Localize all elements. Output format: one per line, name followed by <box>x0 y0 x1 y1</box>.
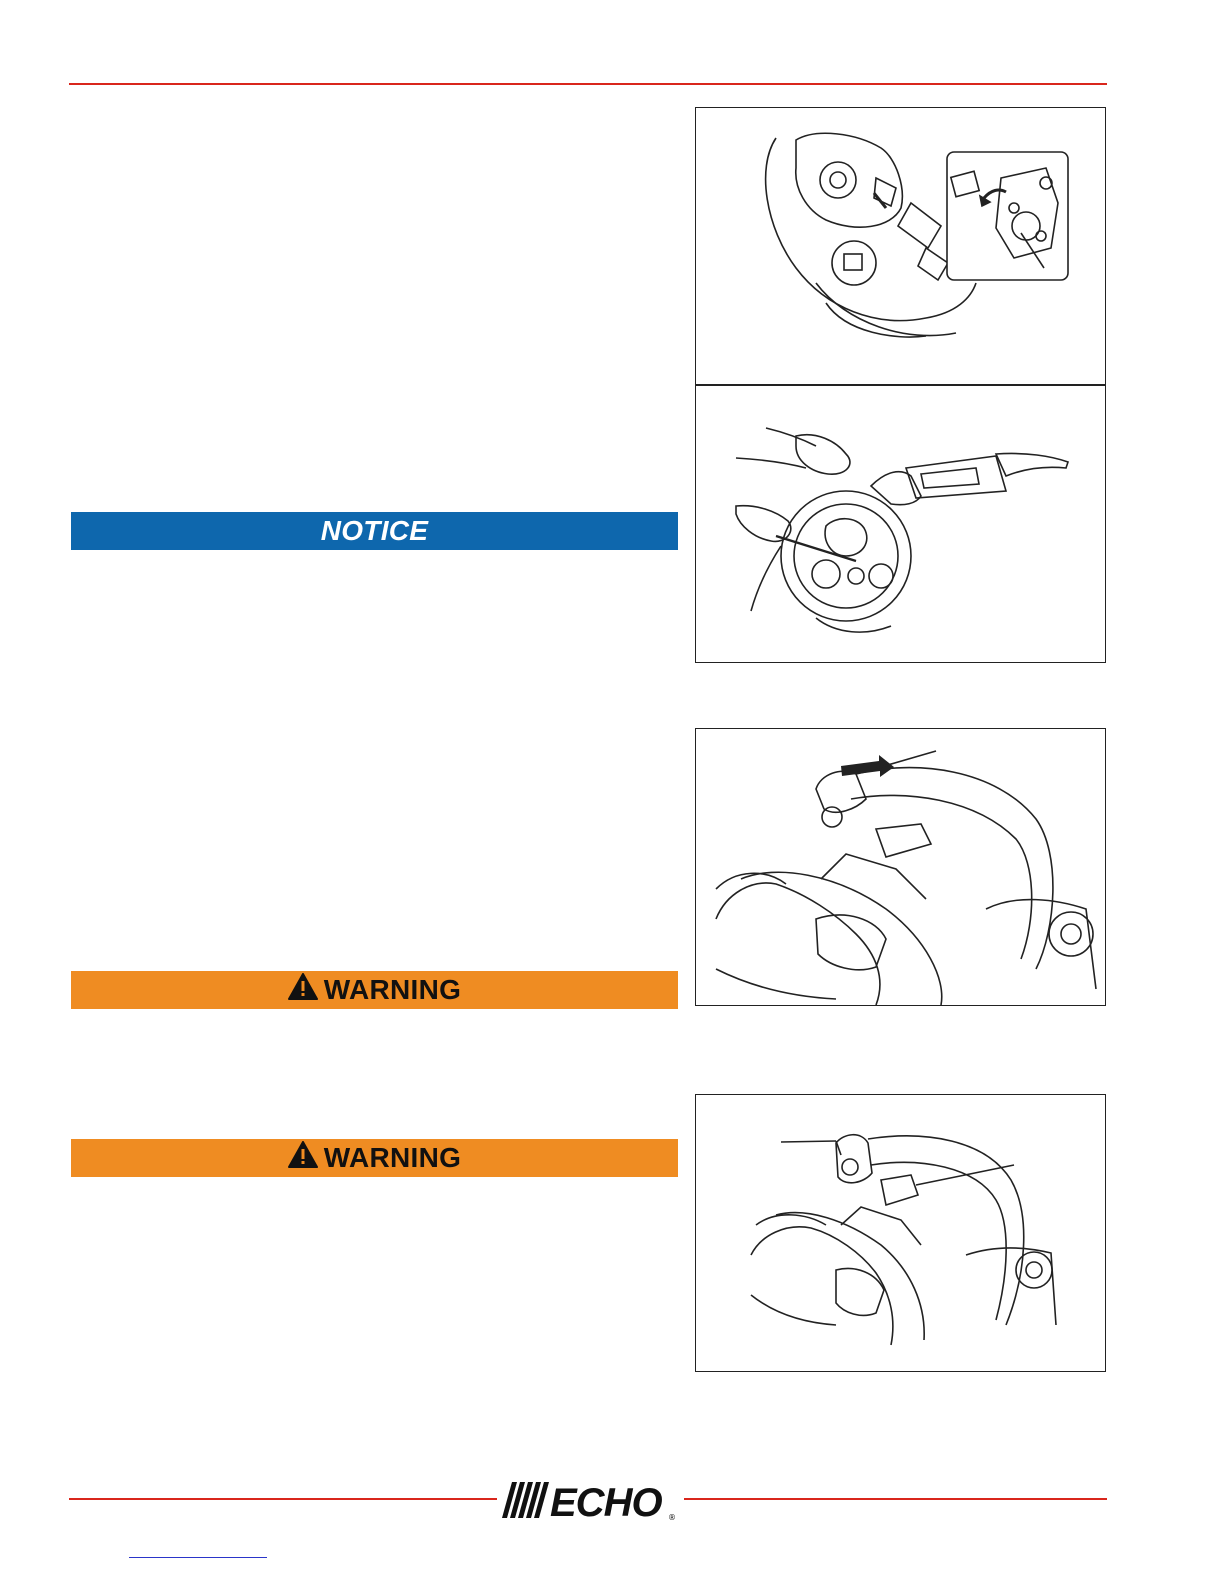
echo-logo <box>498 1480 684 1527</box>
header-rule <box>69 83 1107 85</box>
warning-label: WARNING <box>323 1142 462 1173</box>
warning-triangle-icon <box>288 1141 318 1175</box>
figure-hands-blower <box>695 385 1106 663</box>
figure-throttle-trigger <box>695 1094 1106 1372</box>
figure-throttle-lever-arrow <box>695 728 1106 1006</box>
warning-triangle-icon <box>288 973 318 1007</box>
notice-label: NOTICE <box>320 515 429 546</box>
warning-banner-1 <box>71 971 678 1009</box>
footer-link-underline[interactable] <box>129 1557 267 1558</box>
trademark-symbol: ® <box>668 1513 676 1522</box>
footer-rule-left <box>69 1498 497 1500</box>
footer-rule-right <box>684 1498 1107 1500</box>
logo-text: ECHO <box>550 1481 662 1522</box>
notice-banner <box>71 512 678 550</box>
warning-label: WARNING <box>323 974 462 1005</box>
figure-carburetor-inset <box>695 107 1106 385</box>
warning-banner-2 <box>71 1139 678 1177</box>
